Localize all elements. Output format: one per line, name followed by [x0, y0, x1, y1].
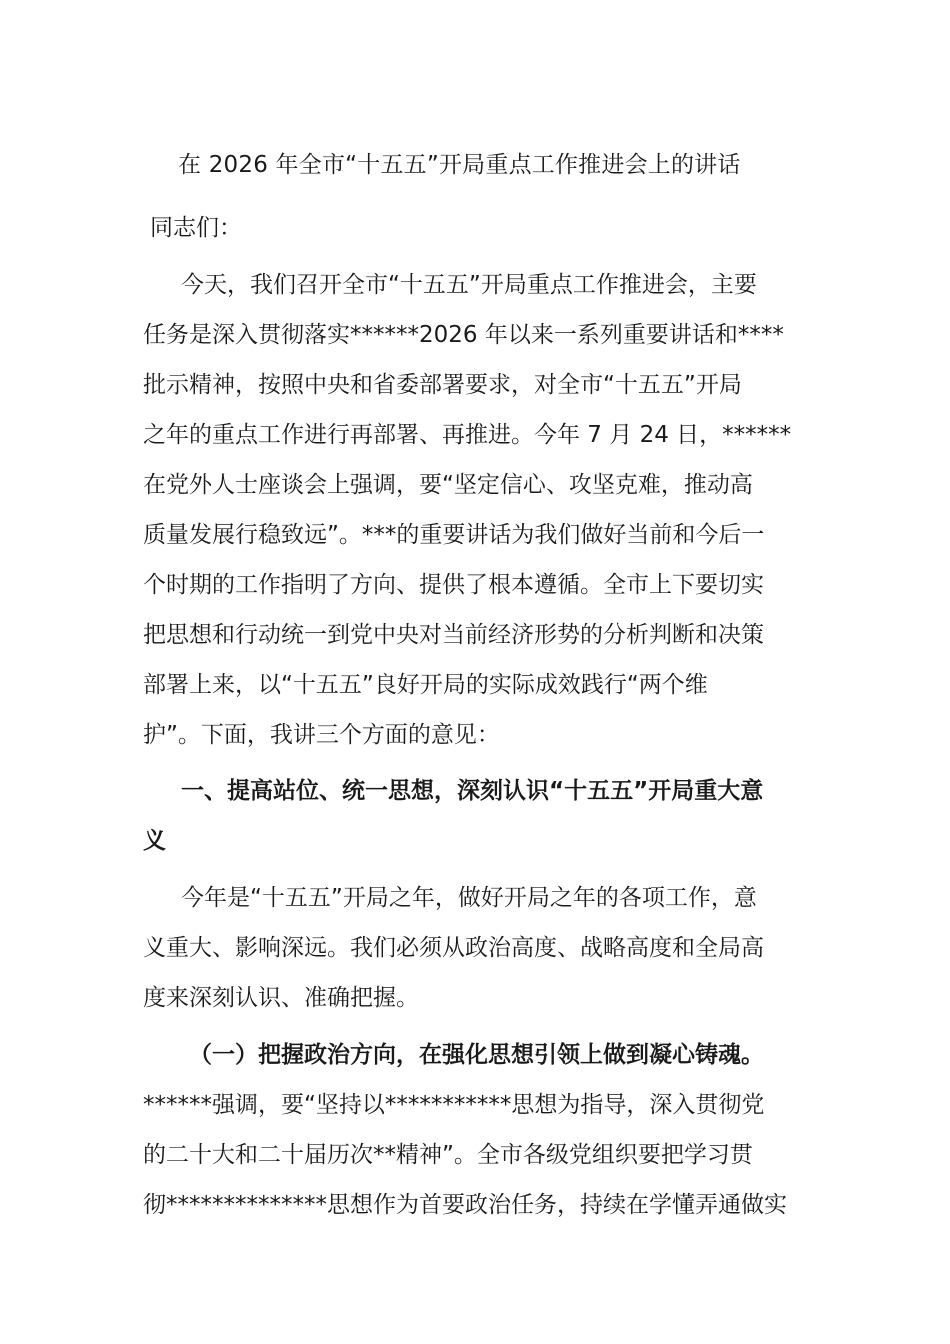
paragraph-line: 今年是“十五五”开局之年，做好开局之年的各项工作，意: [181, 885, 757, 911]
intro-paragraph: [143, 260, 807, 760]
intro-line: 质量发展行稳致远”。***的重要讲话为我们做好当前和今后一: [143, 522, 765, 548]
salutation: 同志们：: [150, 215, 242, 241]
paragraph-line: ******强调，要“坚持以***********思想为指导，深入贯彻党: [143, 1092, 765, 1118]
section-1-paragraph: [143, 873, 807, 1023]
paragraph-line: 的二十大和二十届历次**精神”。全市各级党组织要把学习贯: [143, 1142, 753, 1168]
subsection-1: [143, 1030, 807, 1230]
intro-line: 今天，我们召开全市“十五五”开局重点工作推进会，主要: [181, 272, 757, 298]
section-heading-line: 义: [143, 828, 166, 854]
paragraph-line: 度来深刻认识、准确把握。: [143, 985, 419, 1011]
intro-line: 之年的重点工作进行再部署、再推进。今年 7 月 24 日，******: [143, 422, 792, 448]
document-title: 在 2026 年全市“十五五”开局重点工作推进会上的讲话: [178, 152, 741, 178]
subsection-heading: （一）把握政治方向，在强化思想引领上做到凝心铸魂。: [189, 1042, 764, 1068]
intro-line: 个时期的工作指明了方向、提供了根本遵循。全市上下要切实: [143, 572, 764, 598]
intro-line: 部署上来，以“十五五”良好开局的实际成效践行“两个维: [143, 672, 708, 698]
intro-line: 任务是深入贯彻落实******2026 年以来一系列重要讲话和****: [143, 322, 784, 348]
section-heading-line: 一、提高站位、统一思想，深刻认识“十五五”开局重大意: [181, 778, 764, 804]
intro-line: 批示精神，按照中央和省委部署要求，对全市“十五五”开局: [143, 372, 742, 398]
intro-line: 在党外人士座谈会上强调，要“坚定信心、攻坚克难，推动高: [143, 472, 753, 498]
paragraph-line: 义重大、影响深远。我们必须从政治高度、战略高度和全局高: [143, 935, 764, 961]
intro-line: 护”。下面，我讲三个方面的意见：: [143, 722, 500, 748]
paragraph-line: 彻**************思想作为首要政治任务，持续在学懂弄通做实: [143, 1192, 787, 1218]
intro-line: 把思想和行动统一到党中央对当前经济形势的分析判断和决策: [143, 622, 764, 648]
section-1-heading: [143, 766, 807, 866]
